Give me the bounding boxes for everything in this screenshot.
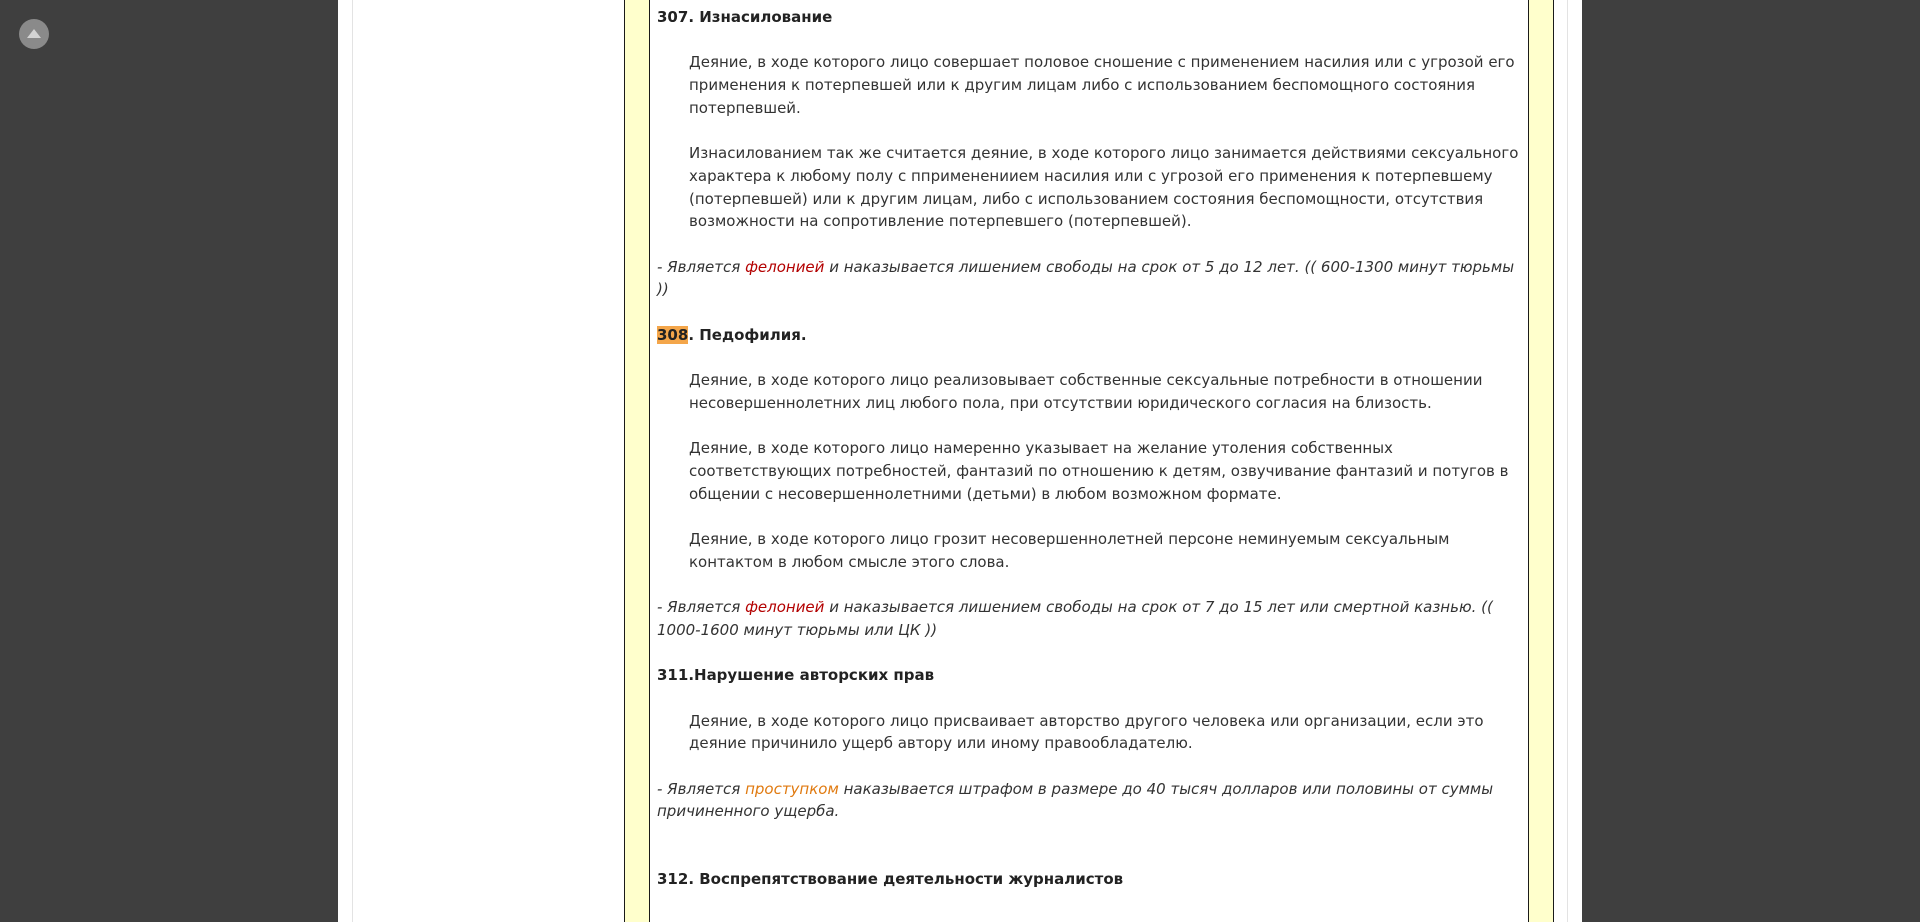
article-number-highlighted: 308 [657, 325, 689, 344]
article-311-paragraph-1: Деяние, в ходе которого лицо присваивает авторство другого человека или организации, если это деяние причинило ущерб автору или иному правообладателю. [689, 711, 1484, 753]
article-307-title [657, 6, 1522, 29]
article-311-penalty [657, 778, 1522, 823]
article-308-title [657, 324, 1522, 347]
article-312-title [657, 868, 1522, 891]
article-title-text: . Изнасилование [688, 8, 833, 26]
article-308-paragraph-2: Деяние, в ходе которого лицо намеренно указывает на желание утоления собственных соответствующих потребностей, фантазий по отношению к детям, озвучивание фантазий и потугов в общении с несовершеннолетними (детьми) в любом возможном формате. [689, 439, 1509, 503]
article-title-text: .Нарушение авторских прав [688, 666, 935, 685]
article-307-penalty [657, 256, 1522, 301]
article-307-paragraph-2: Изнасилованием так же считается деяние, в ходе которого лицо занимается действиями сексуального характера к любому полу с пприменениием насилия или с угрозой его применения к потерпевшему (потерпевшей) или к другим лицам, либо с использованием состояния беспомощности, отсутствия возможности на сопротивление потерпевшего (потерпевшей). [689, 144, 1519, 231]
article-number: 312 [657, 870, 689, 889]
article-number: 307 [657, 8, 689, 26]
article-308-paragraph-3: Деяние, в ходе которого лицо грозит несовершеннолетней персоне неминуемым сексуальным контактом в любом смысле этого слова. [689, 530, 1450, 571]
penalty-class-misdemeanor: проступком [745, 779, 839, 798]
article-308-paragraph-1: Деяние, в ходе которого лицо реализовывает собственные сексуальные потребности в отношении несовершеннолетних лиц любого пола, при отсутствии юридического согласия на близость. [689, 371, 1483, 412]
penalty-prefix: - Является [657, 257, 746, 276]
penalty-prefix: - Является [657, 779, 746, 798]
page-border-right [1567, 0, 1568, 922]
post-content [649, 0, 1529, 922]
penalty-text: наказывается штрафом в размере до 40 тысяч долларов или половины от суммы причиненного ущерба. [657, 779, 1494, 821]
penalty-prefix: - Является [657, 598, 746, 617]
article-311-title [657, 664, 1522, 687]
scroll-to-top-button[interactable] [19, 19, 49, 49]
penalty-class-felony: фелонией [745, 257, 825, 276]
penalty-text: и наказывается лишением свободы на срок от 5 до 12 лет. (( 600-1300 минут тюрьмы )) [657, 257, 1515, 299]
article-title-text: . Воспрепятствование деятельности журналистов [688, 870, 1124, 889]
forum-page [338, 0, 1582, 922]
article-308-penalty [657, 596, 1522, 641]
article-307-paragraph-1: Деяние, в ходе которого лицо совершает половое сношение с применением насилия или с угрозой его применения к потерпевшей или к другим лицам либо с использованием беспомощного состояния потерпевшей. [689, 53, 1515, 117]
penalty-class-felony: фелонией [745, 598, 825, 617]
article-number: 311 [657, 666, 689, 685]
page-border-left [352, 0, 353, 922]
arrow-up-icon [27, 29, 41, 38]
penalty-text: и наказывается лишением свободы на срок от 7 до 15 лет или смертной казнью. (( 1000-1600 минут тюрьмы или ЦК )) [657, 598, 1493, 639]
article-title-text: . Педофилия. [688, 325, 807, 344]
